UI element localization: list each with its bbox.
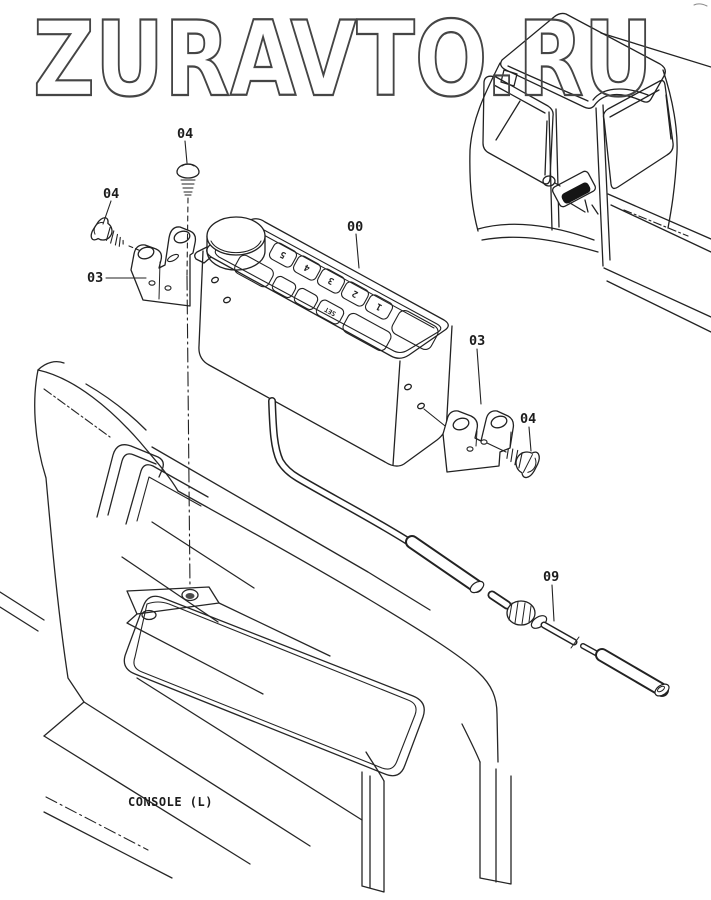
cable-sleeve1-core xyxy=(412,542,476,586)
bracket-to-console-centerline xyxy=(187,276,190,588)
console-left-lines xyxy=(0,592,44,631)
screw-left-head xyxy=(89,215,118,246)
leader-03-right xyxy=(477,349,481,404)
label-04-right: 04 xyxy=(520,411,537,427)
screw-left xyxy=(89,215,131,254)
label-04-top: 04 xyxy=(177,126,194,142)
leader-00 xyxy=(356,234,359,268)
deck-line-upper-2 xyxy=(611,205,711,252)
cab-right-edge xyxy=(663,70,677,228)
label-03-right: 03 xyxy=(469,333,486,349)
console-leg-top-curves xyxy=(366,724,480,781)
corner-mark xyxy=(694,4,707,6)
deck-line-lower-1 xyxy=(604,268,711,317)
console-cowl-hook xyxy=(38,362,64,370)
console-caption: CONSOLE (L) xyxy=(128,795,213,809)
button-2-label: 2 xyxy=(350,287,361,299)
button-3-label: 3 xyxy=(326,274,337,286)
label-09: 09 xyxy=(543,569,560,585)
label-03-left: 03 xyxy=(87,270,104,286)
deck-centerline xyxy=(624,210,688,236)
console-cowl-centerline xyxy=(44,389,110,437)
button-1-label: 1 xyxy=(374,300,385,312)
cab-door-sill xyxy=(478,224,598,252)
cable-wire-core xyxy=(272,401,414,545)
deck-line-lower-2 xyxy=(607,281,711,332)
cable-sleeve2-core xyxy=(602,655,662,690)
panel-hole-right-1 xyxy=(404,383,412,390)
label-04-left: 04 xyxy=(103,186,120,202)
console-mid-brace-1 xyxy=(152,522,254,588)
screw-top xyxy=(177,164,199,195)
cab-front-pillar xyxy=(596,105,610,266)
cable-shaft-core xyxy=(544,625,574,642)
console-cowl-inner xyxy=(86,384,146,430)
panel-hole-front-2 xyxy=(223,296,231,303)
console-frame-inner xyxy=(108,454,156,515)
deck-line-upper-1 xyxy=(608,194,711,239)
button-set-label: SET xyxy=(323,305,338,318)
console-left-outline xyxy=(35,370,84,736)
console-plate-step xyxy=(127,603,330,694)
console-frame-outer xyxy=(97,445,163,517)
leader-04-right xyxy=(529,427,531,451)
panel-assembly xyxy=(195,217,465,466)
console-base-line xyxy=(44,812,172,878)
leader-09 xyxy=(552,585,554,621)
knob-top xyxy=(207,217,265,255)
bracket-right-outline xyxy=(443,411,513,472)
console-pad-inner xyxy=(134,602,416,769)
panel-body-front-right-edge xyxy=(393,361,400,465)
button-5-label: 5 xyxy=(278,248,289,260)
bracket-left-assembly xyxy=(89,164,199,588)
label-00: 00 xyxy=(347,219,364,235)
screw-top-threads xyxy=(181,180,195,195)
screw-top-head xyxy=(177,164,199,178)
watermark-text: ZURAVTO.RU xyxy=(33,0,653,120)
bracket-left-outline xyxy=(131,227,195,306)
console-leg-left xyxy=(362,772,384,892)
console-mount-hole-shade xyxy=(186,593,195,599)
cable-connector-nut xyxy=(507,601,535,625)
panel-hole-front-1 xyxy=(211,276,219,283)
console-pad-outer xyxy=(124,596,424,775)
console-leg-right xyxy=(480,762,511,884)
leader-04-top xyxy=(185,141,187,163)
console-base-diag-2 xyxy=(84,702,310,846)
cab-door-pillar xyxy=(549,109,559,230)
button-4-label: 4 xyxy=(302,261,313,273)
